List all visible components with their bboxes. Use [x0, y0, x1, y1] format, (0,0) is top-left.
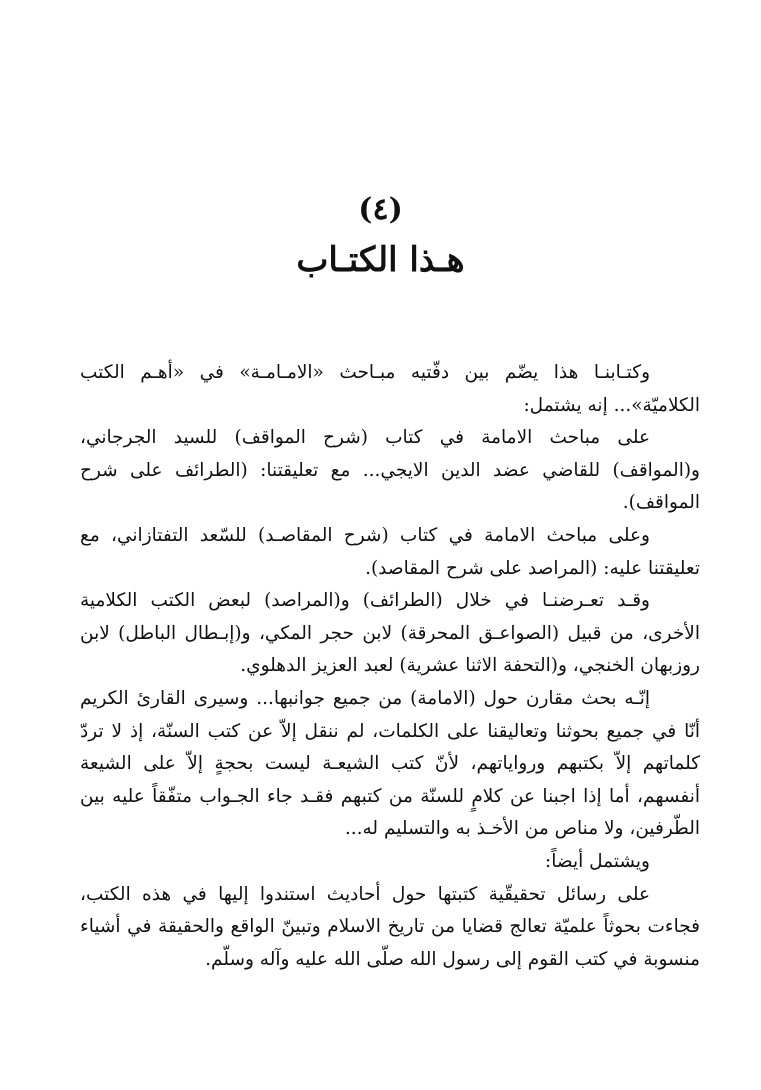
chapter-title: هـذا الكتـاب — [296, 240, 465, 280]
paragraph: على رسائل تحقيقّية كتبتها حول أحاديث استندوا إليها في هذه الكتب، فجاءت بحوثاً علميّة تعالج قضايا من تاريخ الاسلام وتبينّ الواقع والحقيقة في أشياء منسوبة في كتب القوم إلى رسول الله صلّى الله عليه وآله وسلّم. — [80, 883, 700, 970]
paragraph: وقـد تعـرضنـا في خلال (الطرائف) و(المراصد) لبعض الكتب الكلامية الأخرى، من قبيل (الصواعـق المحرقة) لابن حجر المكي، و(إبـطال الباطل) لابن روزبهان الخنجي، و(التحفة الاثنا عشرية) لعبد العزيز الدهلوي. — [80, 590, 700, 677]
paragraph: وعلى مباحث الامامة في كتاب (شرح المقاصـد) للسّعد التفتازاني، مع تعليقتنا عليه: (المراصد على شرح المقاصد). — [80, 524, 700, 579]
paragraph: إنّـه بحث مقارن حول (الامامة) من جميع جوانبها... وسيرى القارئ الكريم أنّا في جميع بحوثنا وتعاليقنا على الكلمات، لم ننقل إلاّ عن كتب السنّة، إذ لا تردّ كلماتهم إلاّ بكتبهم ورواياتهم، لأنّ كتب الشيعـة ليست بحجةٍ إلاّ على الشيعة أنفسهم، أما إذا اجبنا عن كلامٍ للسنّة من كتبهم فقـد جاء الجـواب متفّقاً عليه بين الطّرفين، ولا مناص من الأخـذ به والتسليم له... — [80, 687, 700, 840]
chapter-number: (٤) — [358, 192, 403, 227]
paragraph: وكتـابنـا هذا يضّم بين دفّتيه مبـاحث «الامـامـة» في «أهـم الكتب الكلاميّة»... إنه يشتمل: — [80, 362, 700, 416]
paragraph: على مباحث الامامة في كتاب (شرح المواقف) للسيد الجرجاني، و(المواقف) للقاضي عضد الدين الايجي... مع تعليقتنا: (الطرائف على شرح المواقف). — [80, 427, 700, 514]
body-text — [80, 357, 700, 976]
paragraph: ويشتمل أيضاً: — [545, 850, 650, 872]
